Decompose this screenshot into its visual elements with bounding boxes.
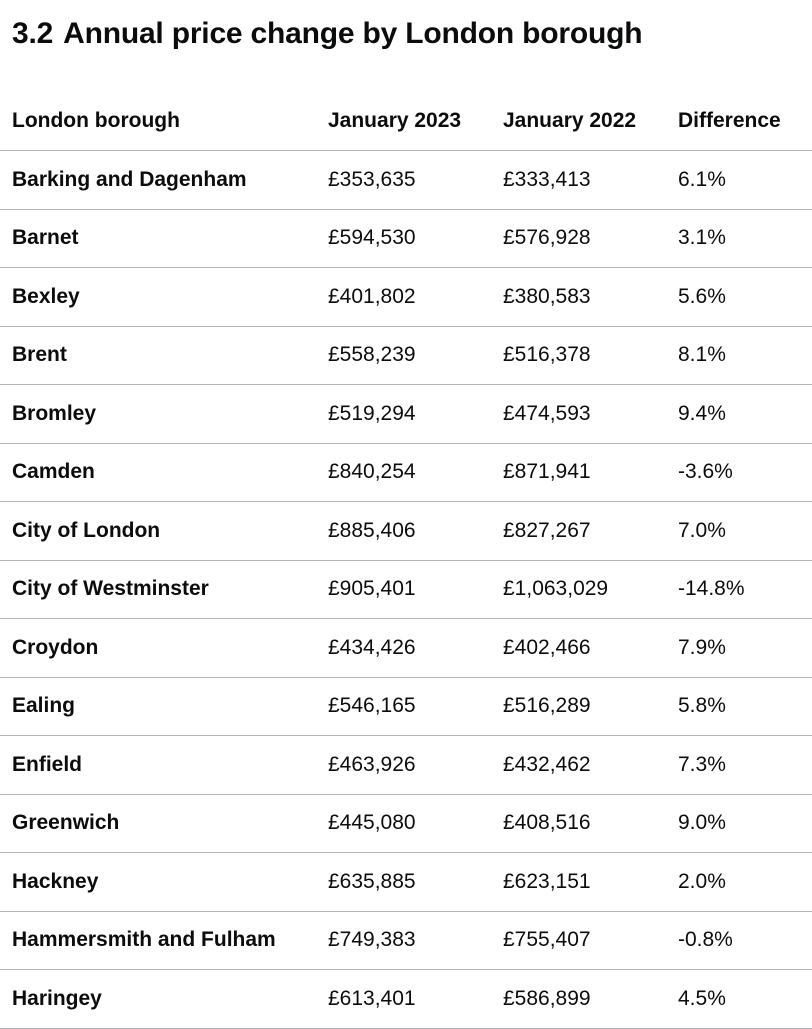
column-header-january-2022: January 2022 (491, 92, 666, 151)
borough-name-cell: Brent (0, 326, 316, 385)
difference-cell: 7.3% (666, 736, 812, 795)
table-header (0, 92, 812, 151)
borough-name-cell: Bromley (0, 385, 316, 444)
january-2023-price-cell: £519,294 (316, 385, 491, 444)
difference-cell: 7.0% (666, 502, 812, 561)
table-row (0, 385, 812, 444)
january-2023-price-cell: £905,401 (316, 560, 491, 619)
table-row (0, 151, 812, 210)
difference-cell: 7.9% (666, 619, 812, 678)
table-body (0, 151, 812, 1029)
difference-cell: 2.0% (666, 853, 812, 912)
borough-name-cell: City of London (0, 502, 316, 561)
difference-cell: 6.1% (666, 151, 812, 210)
january-2022-price-cell: £408,516 (491, 794, 666, 853)
january-2022-price-cell: £333,413 (491, 151, 666, 210)
january-2022-price-cell: £380,583 (491, 268, 666, 327)
january-2022-price-cell: £755,407 (491, 911, 666, 970)
difference-cell: -14.8% (666, 560, 812, 619)
difference-cell: 9.0% (666, 794, 812, 853)
column-header-borough: London borough (0, 92, 316, 151)
january-2023-price-cell: £463,926 (316, 736, 491, 795)
table-row (0, 502, 812, 561)
january-2022-price-cell: £516,289 (491, 677, 666, 736)
difference-cell: 5.8% (666, 677, 812, 736)
borough-name-cell: Barking and Dagenham (0, 151, 316, 210)
january-2023-price-cell: £840,254 (316, 443, 491, 502)
difference-cell: -0.8% (666, 911, 812, 970)
table-row (0, 560, 812, 619)
section-number: 3.2 (12, 17, 54, 50)
january-2022-price-cell: £871,941 (491, 443, 666, 502)
january-2022-price-cell: £1,063,029 (491, 560, 666, 619)
borough-name-cell: City of Westminster (0, 560, 316, 619)
section-title: Annual price change by London borough (63, 17, 643, 50)
january-2023-price-cell: £749,383 (316, 911, 491, 970)
january-2023-price-cell: £594,530 (316, 209, 491, 268)
january-2023-price-cell: £885,406 (316, 502, 491, 561)
january-2022-price-cell: £576,928 (491, 209, 666, 268)
borough-name-cell: Camden (0, 443, 316, 502)
january-2022-price-cell: £432,462 (491, 736, 666, 795)
borough-name-cell: Bexley (0, 268, 316, 327)
difference-cell: 5.6% (666, 268, 812, 327)
table-row (0, 619, 812, 678)
borough-name-cell: Hammersmith and Fulham (0, 911, 316, 970)
table-row (0, 736, 812, 795)
borough-name-cell: Croydon (0, 619, 316, 678)
table-row (0, 677, 812, 736)
difference-cell: 4.5% (666, 970, 812, 1029)
table-row (0, 326, 812, 385)
table-row (0, 853, 812, 912)
january-2022-price-cell: £516,378 (491, 326, 666, 385)
column-header-january-2023: January 2023 (316, 92, 491, 151)
borough-price-table (0, 92, 812, 1029)
january-2023-price-cell: £558,239 (316, 326, 491, 385)
table-row (0, 268, 812, 327)
january-2023-price-cell: £613,401 (316, 970, 491, 1029)
borough-name-cell: Enfield (0, 736, 316, 795)
difference-cell: 3.1% (666, 209, 812, 268)
january-2022-price-cell: £402,466 (491, 619, 666, 678)
january-2022-price-cell: £623,151 (491, 853, 666, 912)
january-2023-price-cell: £546,165 (316, 677, 491, 736)
borough-name-cell: Greenwich (0, 794, 316, 853)
january-2023-price-cell: £401,802 (316, 268, 491, 327)
january-2023-price-cell: £353,635 (316, 151, 491, 210)
january-2023-price-cell: £635,885 (316, 853, 491, 912)
header-row (0, 92, 812, 151)
january-2022-price-cell: £827,267 (491, 502, 666, 561)
borough-name-cell: Haringey (0, 970, 316, 1029)
borough-name-cell: Barnet (0, 209, 316, 268)
borough-name-cell: Hackney (0, 853, 316, 912)
january-2022-price-cell: £586,899 (491, 970, 666, 1029)
difference-cell: -3.6% (666, 443, 812, 502)
borough-name-cell: Ealing (0, 677, 316, 736)
january-2022-price-cell: £474,593 (491, 385, 666, 444)
table-row (0, 443, 812, 502)
difference-cell: 9.4% (666, 385, 812, 444)
table-row (0, 911, 812, 970)
difference-cell: 8.1% (666, 326, 812, 385)
january-2023-price-cell: £445,080 (316, 794, 491, 853)
table-row (0, 794, 812, 853)
column-header-difference: Difference (666, 92, 812, 151)
table-row (0, 970, 812, 1029)
section-heading (12, 14, 642, 54)
january-2023-price-cell: £434,426 (316, 619, 491, 678)
table-row (0, 209, 812, 268)
